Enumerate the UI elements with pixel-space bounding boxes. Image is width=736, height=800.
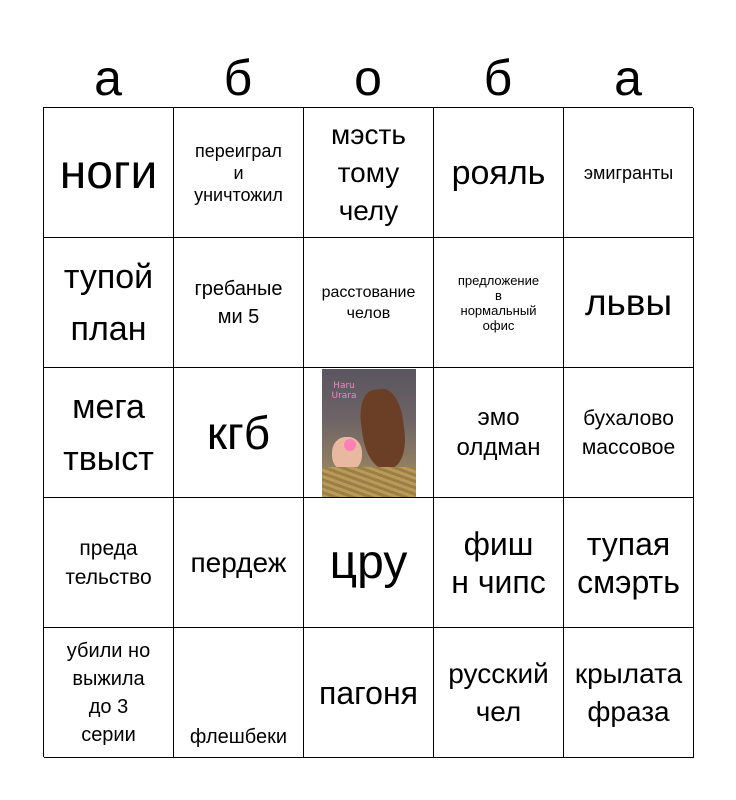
bingo-header (43, 50, 693, 106)
cell-text: расстование челов (321, 283, 416, 322)
cell-text: убили но выжила до 3 серии (66, 639, 151, 746)
bingo-cell[interactable] (174, 108, 304, 238)
header-letter: б (223, 50, 253, 106)
free-space-cell[interactable] (304, 368, 434, 498)
cell-text: предложение в нормальный офис (457, 272, 540, 333)
header-letter: о (354, 50, 382, 106)
cell-text: пагоня (319, 674, 418, 711)
bingo-cell[interactable] (434, 108, 564, 238)
cell-text: кгб (206, 406, 271, 459)
bingo-cell[interactable] (174, 628, 304, 758)
horse-photo-icon (322, 369, 416, 497)
bingo-cell[interactable] (564, 238, 694, 368)
bingo-cell[interactable] (174, 368, 304, 498)
cell-text: ноги (59, 145, 158, 199)
cell-text: русский чел (448, 657, 549, 727)
bingo-cell[interactable] (174, 238, 304, 368)
bingo-cell[interactable] (434, 238, 564, 368)
cell-text: львы (584, 282, 673, 323)
cell-text: эмигранты (583, 162, 674, 183)
bingo-cell[interactable] (304, 108, 434, 238)
bingo-cell[interactable] (564, 108, 694, 238)
header-letter: а (94, 50, 122, 106)
bingo-cell[interactable] (434, 628, 564, 758)
bingo-cell[interactable] (564, 368, 694, 498)
cell-text: крылата фраза (574, 657, 683, 727)
cell-text: эмо олдман (456, 403, 541, 461)
cell-text: преда тельство (65, 536, 152, 589)
bingo-grid (43, 107, 693, 757)
bingo-cell[interactable] (44, 368, 174, 498)
bingo-cell[interactable] (174, 498, 304, 628)
header-letter: б (483, 50, 513, 106)
cell-text: фиш н чипс (451, 525, 546, 600)
pink-sticker (344, 439, 356, 451)
bingo-cell[interactable] (564, 628, 694, 758)
horse-head (356, 386, 409, 471)
photo-overlay-text: Haru Urara (331, 380, 357, 401)
bingo-cell[interactable] (44, 628, 174, 758)
bingo-cell[interactable] (434, 368, 564, 498)
bingo-cell[interactable] (304, 238, 434, 368)
cell-text: переиграл и уничтожил (194, 140, 283, 205)
cell-text: тупой план (63, 257, 154, 348)
cell-text: рояль (451, 153, 546, 192)
cell-text: пердеж (190, 546, 287, 578)
cell-text: флешбеки (189, 726, 288, 748)
cell-text: мега твыст (63, 387, 154, 478)
cell-text: цру (329, 535, 408, 589)
bingo-cell[interactable] (434, 498, 564, 628)
hay (322, 467, 416, 497)
cell-text: гребаные ми 5 (194, 277, 283, 328)
bingo-cell[interactable] (44, 108, 174, 238)
cell-text: тупая смэрть (577, 525, 680, 600)
bingo-cell[interactable] (44, 238, 174, 368)
bingo-cell[interactable] (304, 628, 434, 758)
bingo-cell[interactable] (44, 498, 174, 628)
bingo-cell[interactable] (564, 498, 694, 628)
header-letter: а (614, 50, 642, 106)
cell-text: мэсть тому челу (331, 118, 406, 226)
bingo-cell[interactable] (304, 498, 434, 628)
cell-text: бухалово массовое (581, 406, 676, 459)
